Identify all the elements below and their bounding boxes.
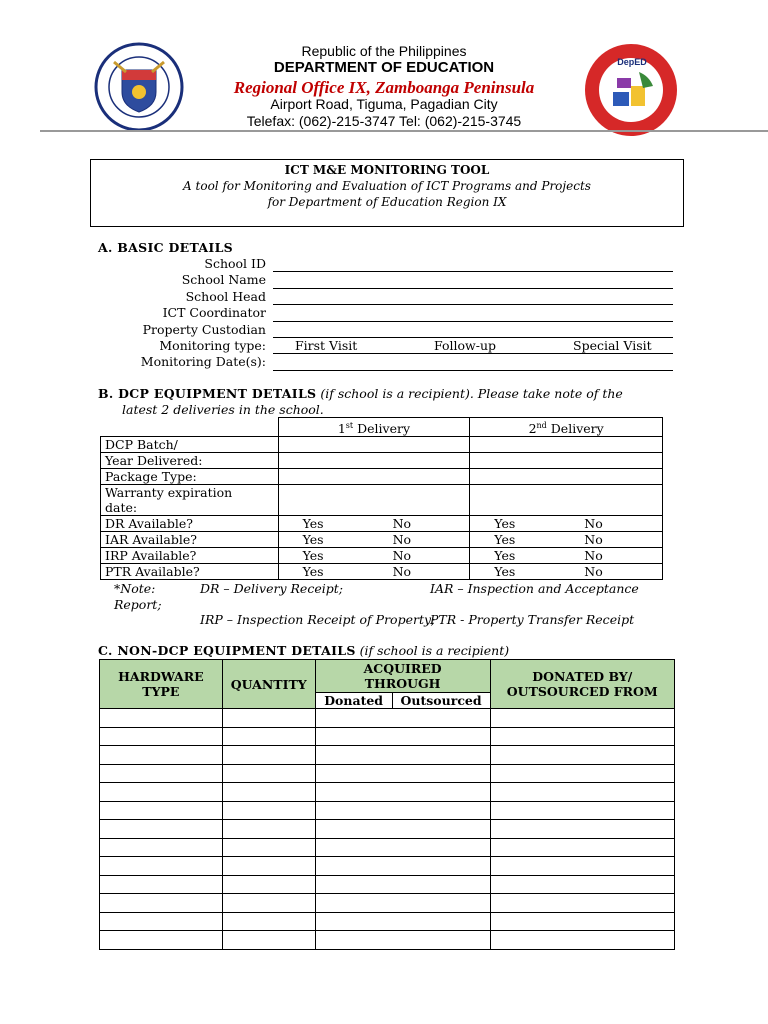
table-row <box>100 931 675 950</box>
field-line-monitoring-dates[interactable] <box>273 370 673 371</box>
note-dr: DR – Delivery Receipt; <box>200 581 343 596</box>
col-2nd-delivery: 2nd Delivery <box>470 418 663 437</box>
section-a-heading: A. BASIC DETAILS <box>98 240 233 255</box>
section-b-note-2: latest 2 deliveries in the school. <box>122 402 324 417</box>
table-row <box>100 820 675 839</box>
table-row <box>101 437 663 453</box>
regional-office-line: Regional Office IX, Zamboanga Peninsula <box>233 78 535 97</box>
cell-input[interactable] <box>470 469 663 485</box>
table-row <box>100 875 675 894</box>
row-label-warranty: Warranty expiration date: <box>101 485 279 516</box>
yes-option[interactable]: Yes <box>302 564 324 580</box>
option-first-visit[interactable]: First Visit <box>295 338 358 353</box>
no-option[interactable]: No <box>584 532 603 548</box>
option-special-visit[interactable]: Special Visit <box>573 338 652 353</box>
yes-option[interactable]: Yes <box>494 548 516 564</box>
cell-input[interactable] <box>470 485 663 516</box>
yes-option[interactable]: Yes <box>494 516 516 532</box>
table-row <box>101 418 663 437</box>
section-b-heading-wrap <box>98 386 623 401</box>
table-row <box>101 548 663 564</box>
no-option[interactable]: No <box>584 516 603 532</box>
table-row <box>100 746 675 765</box>
field-label-school-name: School Name <box>181 272 266 287</box>
note-iar: IAR – Inspection and Acceptance <box>430 581 639 596</box>
address-line: Airport Road, Tiguma, Pagadian City <box>270 96 498 112</box>
row-label-ptr: PTR Available? <box>101 564 279 580</box>
field-line-school-id[interactable] <box>273 271 673 272</box>
col-quantity: QUANTITY <box>222 660 315 709</box>
cell-input[interactable] <box>278 437 470 453</box>
field-label-property-custodian: Property Custodian <box>142 322 266 337</box>
section-c-note: (if school is a recipient) <box>359 643 510 658</box>
table-row <box>100 709 675 728</box>
note-report: Report; <box>114 597 162 612</box>
note-ptr: PTR - Property Transfer Receipt <box>430 612 635 627</box>
tool-subtitle-2: for Department of Education Region IX <box>267 195 507 209</box>
row-label-irp: IRP Available? <box>101 548 279 564</box>
row-label-year: Year Delivered: <box>101 453 279 469</box>
table-row <box>100 801 675 820</box>
table-row <box>101 469 663 485</box>
field-line-ict-coordinator[interactable] <box>273 321 673 322</box>
field-label-monitoring-dates: Monitoring Date(s): <box>140 354 266 369</box>
col-hardware-type: HARDWARE TYPE <box>100 660 223 709</box>
col-acquired-through: ACQUIRED THROUGH <box>315 660 490 693</box>
table-row <box>101 453 663 469</box>
field-label-monitoring-type: Monitoring type: <box>159 338 266 353</box>
telefax-line: Telefax: (062)-215-3747 Tel: (062)-215-3745 <box>246 113 522 129</box>
section-b-heading: B. DCP EQUIPMENT DETAILS <box>98 386 317 401</box>
yes-option[interactable]: Yes <box>302 532 324 548</box>
table-row <box>101 564 663 580</box>
section-c-heading-wrap <box>98 643 509 658</box>
table-row <box>100 857 675 876</box>
col-outsourced: Outsourced <box>392 692 490 708</box>
row-label-iar: IAR Available? <box>101 532 279 548</box>
row-label-dr: DR Available? <box>101 516 279 532</box>
yes-option[interactable]: Yes <box>494 532 516 548</box>
cell-input[interactable] <box>470 453 663 469</box>
yes-option[interactable]: Yes <box>302 516 324 532</box>
cell-input[interactable] <box>278 485 470 516</box>
field-line-school-head[interactable] <box>273 304 673 305</box>
tool-title: ICT M&E MONITORING TOOL <box>284 163 490 177</box>
dcp-table <box>100 417 663 580</box>
non-dcp-table <box>99 659 675 950</box>
tool-subtitle-1: A tool for Monitoring and Evaluation of ICT Programs and Projects <box>183 179 591 193</box>
field-line-school-name[interactable] <box>273 288 673 289</box>
row-label-dcp-batch: DCP Batch/ <box>101 437 279 453</box>
table-row <box>101 532 663 548</box>
row-label-package: Package Type: <box>101 469 279 485</box>
note-irp: IRP – Inspection Receipt of Property; <box>200 612 436 627</box>
no-option[interactable]: No <box>392 516 412 532</box>
table-row <box>100 764 675 783</box>
seal-left-text <box>92 20 93 21</box>
table-row <box>100 894 675 913</box>
section-c-heading: C. NON-DCP EQUIPMENT DETAILS <box>98 643 356 658</box>
table-row <box>101 485 663 516</box>
yes-option[interactable]: Yes <box>494 564 516 580</box>
option-follow-up[interactable]: Follow-up <box>434 338 497 353</box>
table-row <box>100 783 675 802</box>
republic-line: Republic of the Philippines <box>301 43 467 59</box>
col-donated-by: DONATED BY/ OUTSOURCED FROM <box>490 660 674 709</box>
tool-title-box <box>90 159 684 227</box>
cell-input[interactable] <box>278 469 470 485</box>
no-option[interactable]: No <box>584 564 603 580</box>
col-1st-delivery: 1st Delivery <box>278 418 470 437</box>
table-row <box>100 838 675 857</box>
no-option[interactable]: No <box>392 564 412 580</box>
table-row <box>101 516 663 532</box>
deped-logo-text: DepED <box>617 57 647 67</box>
section-b-note: (if school is a recipient). Please take note of the <box>320 386 623 401</box>
col-donated: Donated <box>315 692 392 708</box>
department-line: DEPARTMENT OF EDUCATION <box>273 59 495 76</box>
table-row <box>100 727 675 746</box>
field-label-ict-coordinator: ICT Coordinator <box>162 305 266 320</box>
field-label-school-id: School ID <box>204 256 266 271</box>
no-option[interactable]: No <box>392 548 412 564</box>
field-label-school-head: School Head <box>185 289 266 304</box>
cell-input[interactable] <box>470 437 663 453</box>
header-rule <box>40 130 768 132</box>
no-option[interactable]: No <box>392 532 412 548</box>
note-label: *Note: <box>114 581 156 596</box>
field-line-monitoring-type <box>273 353 673 354</box>
no-option[interactable]: No <box>584 548 603 564</box>
seal-right-text <box>583 20 584 21</box>
cell-input[interactable] <box>278 453 470 469</box>
table-row <box>100 912 675 931</box>
yes-option[interactable]: Yes <box>302 548 324 564</box>
